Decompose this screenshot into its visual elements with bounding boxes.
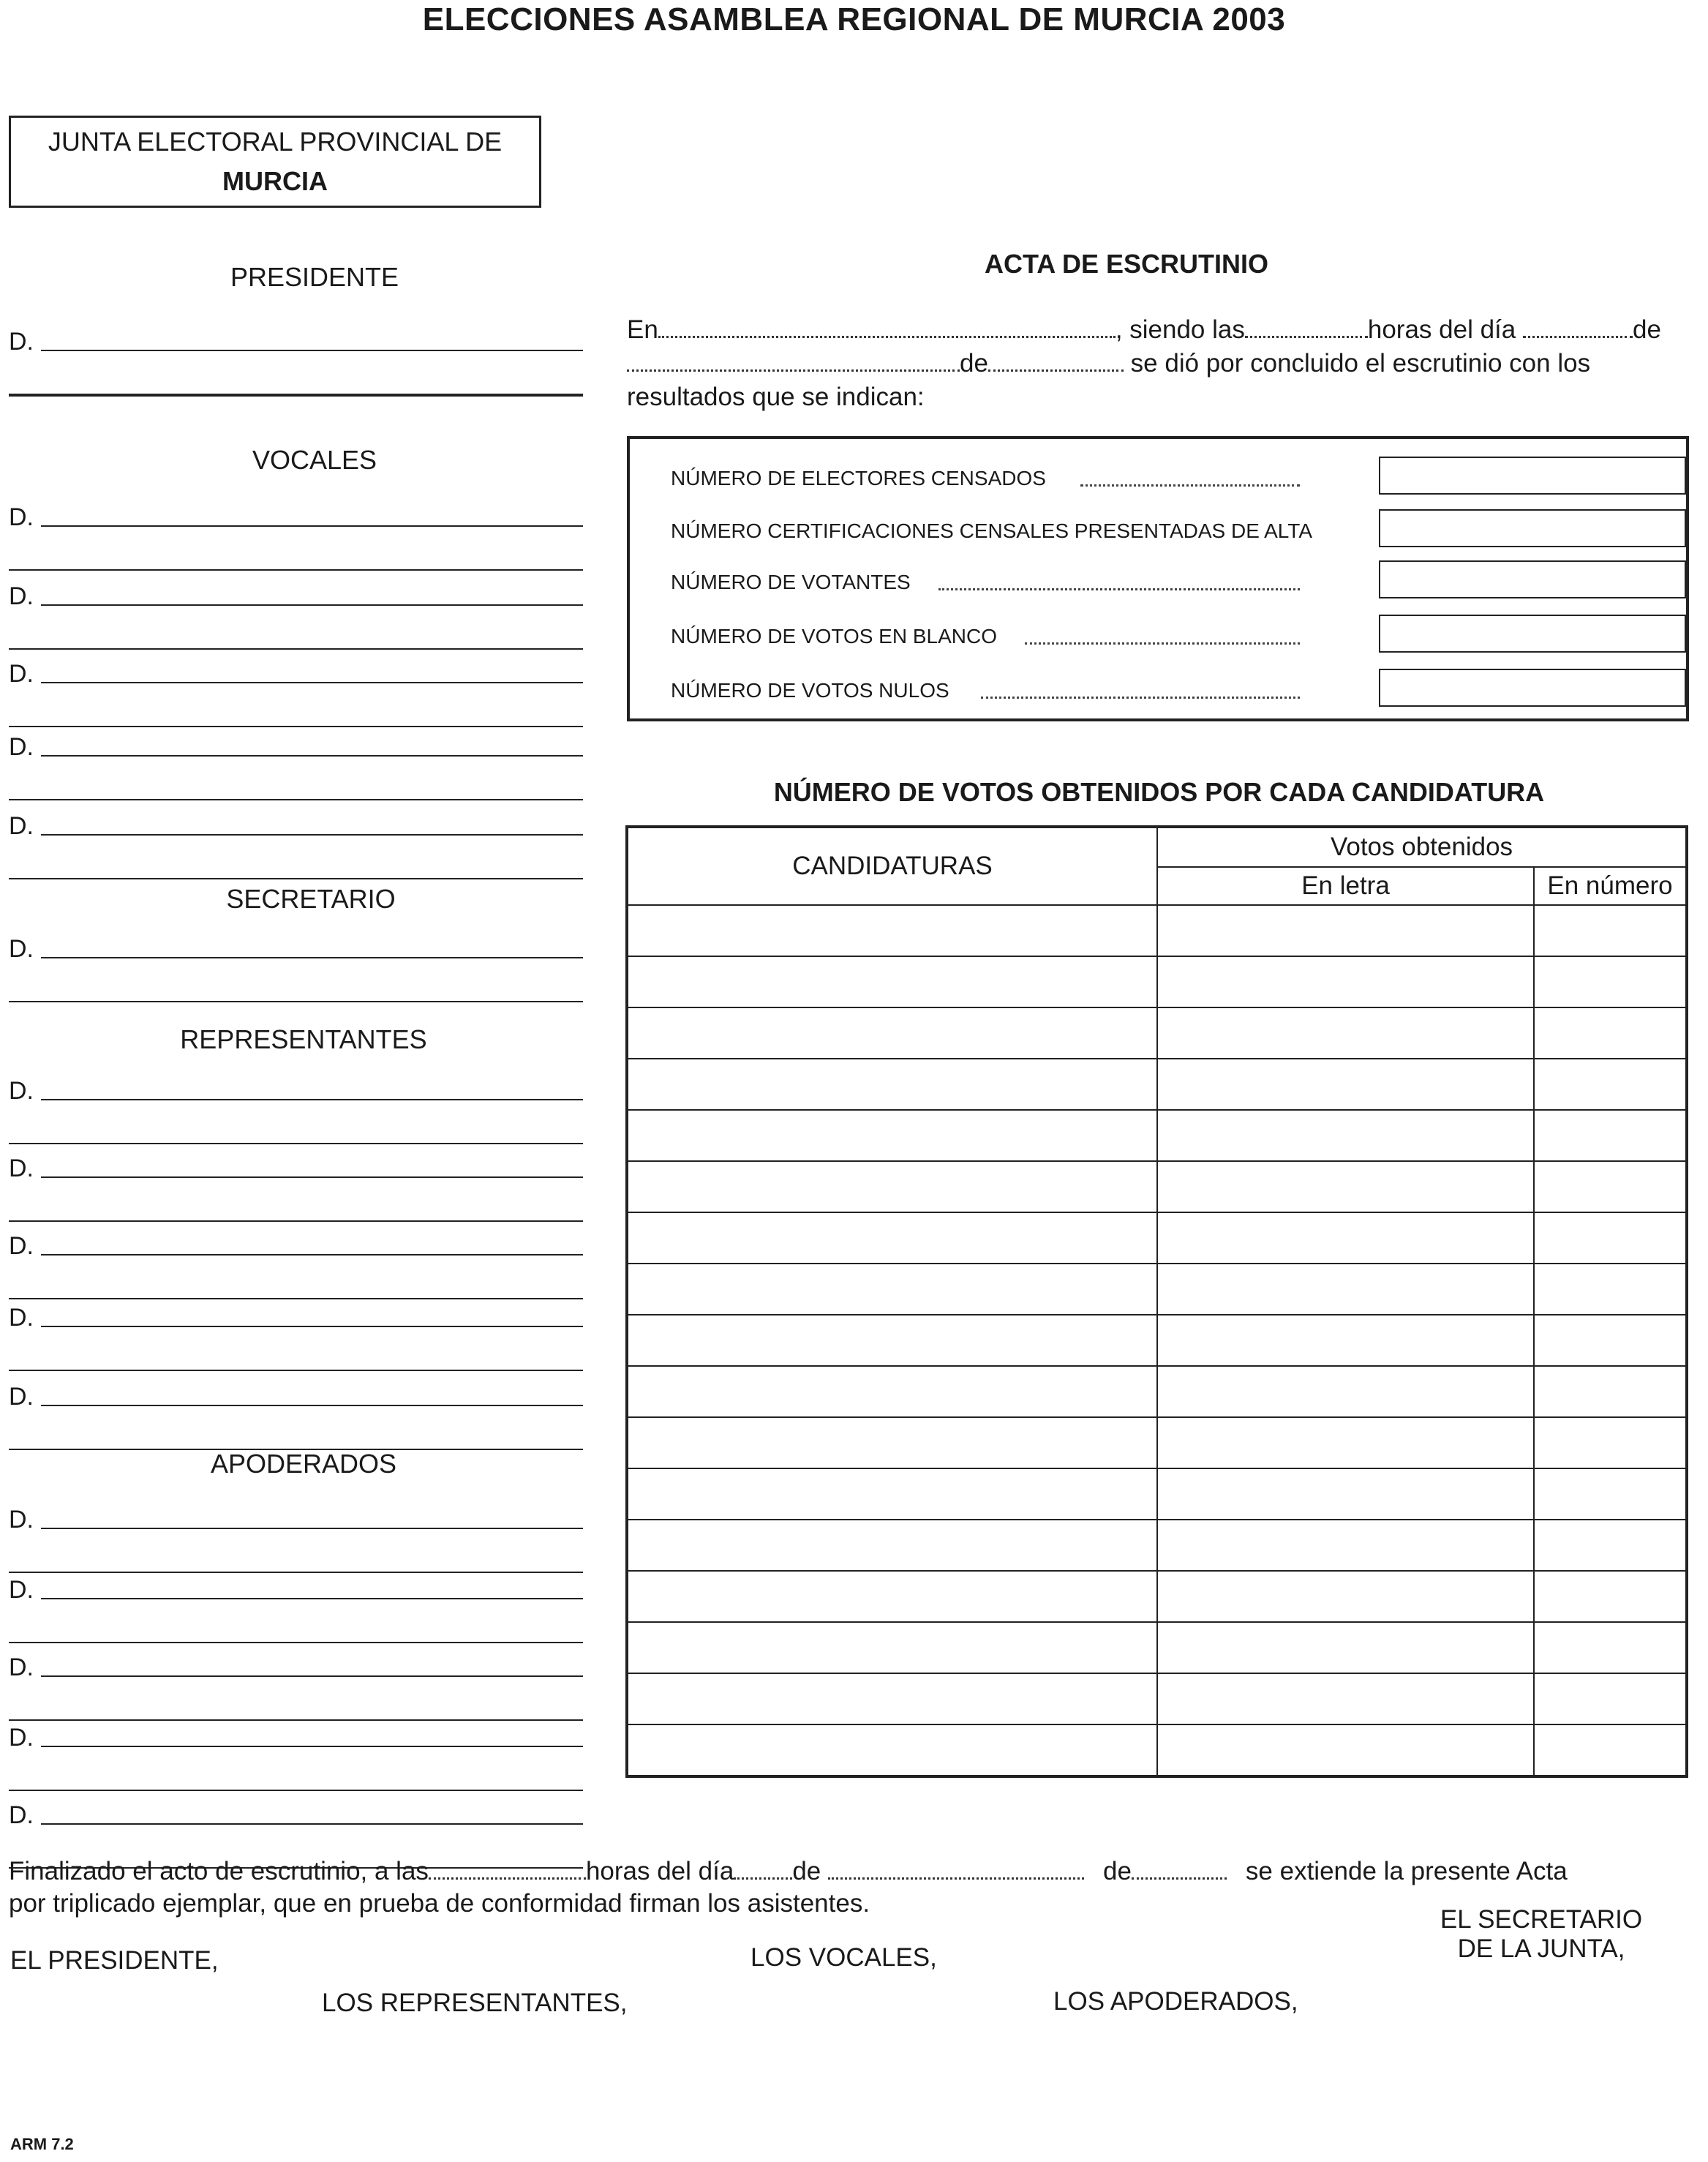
letra-cell[interactable] (1157, 1007, 1534, 1059)
signature-rule (41, 1746, 583, 1747)
result-value-field[interactable] (1379, 457, 1686, 495)
signature-underline (9, 1449, 583, 1450)
signature-line[interactable] (9, 1381, 583, 1411)
junta-box (9, 116, 541, 208)
signature-underline (9, 395, 583, 397)
acta-line-1 (627, 313, 1691, 347)
candidatura-cell[interactable] (627, 1571, 1157, 1622)
signature-prefix: D. (9, 582, 34, 610)
section-presidente: PRESIDENTE (230, 262, 399, 292)
footer-day-field[interactable] (734, 1857, 792, 1880)
signature-rule (41, 525, 583, 527)
signature-underline (9, 1572, 583, 1573)
signature-line[interactable] (9, 1153, 583, 1182)
signature-rule (41, 1326, 583, 1327)
signature-prefix: D. (9, 935, 34, 963)
signature-prefix: D. (9, 503, 34, 531)
table-row (627, 1161, 1687, 1212)
signature-line[interactable] (9, 1574, 583, 1604)
footer-f6: por triplicado ejemplar, que en prueba de conformidad firman los asistentes. (9, 1889, 870, 1918)
candidatura-cell[interactable] (627, 1161, 1157, 1212)
signature-rule (41, 1675, 583, 1677)
sign-apoderados: LOS APODERADOS, (1053, 1987, 1298, 2016)
numero-cell[interactable] (1534, 1366, 1687, 1417)
numero-cell[interactable] (1534, 1007, 1687, 1059)
junta-line-2: MURCIA (222, 166, 328, 196)
signature-rule (41, 1598, 583, 1599)
result-value-field[interactable] (1379, 669, 1686, 707)
table-row (627, 1212, 1687, 1264)
footer-f3: de (792, 1857, 821, 1885)
result-row (671, 509, 1666, 549)
numero-cell[interactable] (1534, 1212, 1687, 1264)
votos-title: NÚMERO DE VOTOS OBTENIDOS POR CADA CANDIDATURA (773, 777, 1545, 807)
table-row (627, 1264, 1687, 1315)
junta-line-1: JUNTA ELECTORAL PROVINCIAL DE (48, 127, 503, 157)
footer-f1: Finalizado el acto de escrutinio, a las (9, 1857, 429, 1885)
sign-representantes: LOS REPRESENTANTES, (322, 1989, 628, 2017)
letra-cell[interactable] (1157, 905, 1534, 956)
table-row (627, 956, 1687, 1007)
table-row (627, 905, 1687, 956)
letra-cell[interactable] (1157, 1468, 1534, 1520)
letra-cell[interactable] (1157, 1417, 1534, 1468)
signature-prefix: D. (9, 1383, 34, 1411)
candidatura-cell[interactable] (627, 1724, 1157, 1776)
signature-underline (9, 1642, 583, 1643)
candidaturas-table (625, 825, 1688, 1778)
signature-underline (9, 1719, 583, 1721)
result-value-field[interactable] (1379, 560, 1686, 598)
day-field[interactable] (1523, 315, 1633, 338)
signature-prefix: D. (9, 1654, 34, 1681)
signature-rule (41, 604, 583, 606)
signature-rule (41, 350, 583, 351)
acta-siendo: , siendo las (1115, 315, 1245, 344)
candidatura-cell[interactable] (627, 956, 1157, 1007)
table-row (627, 1724, 1687, 1776)
letra-cell[interactable] (1157, 1622, 1534, 1673)
month-field[interactable] (627, 349, 960, 372)
signature-prefix: D. (9, 1576, 34, 1604)
acta-line-2 (627, 347, 1691, 380)
result-label: NÚMERO CERTIFICACIONES CENSALES PRESENTADAS DE ALTA (671, 519, 1312, 542)
result-value-field[interactable] (1379, 615, 1686, 653)
footer-f4: de (1102, 1857, 1132, 1885)
candidatura-cell[interactable] (627, 1059, 1157, 1110)
footer-f2: horas del día (585, 1857, 734, 1885)
numero-cell[interactable] (1534, 1724, 1687, 1776)
signature-rule (41, 1099, 583, 1100)
leader-dots (1080, 484, 1300, 487)
signature-line[interactable] (9, 811, 583, 840)
candidatura-cell[interactable] (627, 1468, 1157, 1520)
col-en-numero: En número (1534, 867, 1687, 905)
numero-cell[interactable] (1534, 1520, 1687, 1571)
table-row (627, 1007, 1687, 1059)
letra-cell[interactable] (1157, 1212, 1534, 1264)
signature-prefix: D. (9, 1801, 34, 1829)
signature-prefix: D. (9, 660, 34, 688)
signature-prefix: D. (9, 1724, 34, 1752)
candidatura-cell[interactable] (627, 1110, 1157, 1161)
signature-line[interactable] (9, 1076, 583, 1105)
signature-line[interactable] (9, 502, 583, 531)
letra-cell[interactable] (1157, 1161, 1534, 1212)
signature-line[interactable] (9, 1231, 583, 1260)
sign-secretario (1435, 1905, 1647, 1964)
candidatura-cell[interactable] (627, 1264, 1157, 1315)
sign-secretario-2: DE LA JUNTA, (1457, 1934, 1625, 1963)
candidatura-cell[interactable] (627, 1212, 1157, 1264)
place-field[interactable] (658, 315, 1116, 338)
document-title: ELECCIONES ASAMBLEA REGIONAL DE MURCIA 2003 (422, 1, 1286, 37)
letra-cell[interactable] (1157, 1059, 1534, 1110)
signature-prefix: D. (9, 1304, 34, 1332)
footer-hour-field[interactable] (429, 1857, 586, 1880)
leader-dots (981, 697, 1300, 699)
letra-cell[interactable] (1157, 1110, 1534, 1161)
candidatura-cell[interactable] (627, 1673, 1157, 1724)
candidatura-cell[interactable] (627, 1417, 1157, 1468)
result-label: NÚMERO DE VOTANTES (671, 571, 911, 593)
letra-cell[interactable] (1157, 1315, 1534, 1366)
year-field[interactable] (988, 349, 1124, 372)
letra-cell[interactable] (1157, 956, 1534, 1007)
acta-de-2: de (960, 349, 988, 378)
footer-month-field[interactable] (828, 1857, 1084, 1880)
section-apoderados: APODERADOS (210, 1449, 397, 1479)
signature-underline (9, 569, 583, 571)
signature-underline (9, 1143, 583, 1144)
candidatura-cell[interactable] (627, 1366, 1157, 1417)
numero-cell[interactable] (1534, 1417, 1687, 1468)
section-secretario: SECRETARIO (226, 884, 396, 914)
acta-resultados: resultados que se indican: (627, 383, 925, 411)
signature-line[interactable] (9, 1652, 583, 1681)
table-row (627, 1468, 1687, 1520)
signature-line[interactable] (9, 732, 583, 761)
signature-prefix: D. (9, 733, 34, 761)
numero-cell[interactable] (1534, 956, 1687, 1007)
signature-underline (9, 1220, 583, 1222)
result-row (671, 615, 1666, 654)
numero-cell[interactable] (1534, 1571, 1687, 1622)
signature-prefix: D. (9, 1155, 34, 1182)
result-label: NÚMERO DE VOTOS NULOS (671, 679, 949, 702)
signature-line[interactable] (9, 934, 583, 963)
signature-line[interactable] (9, 581, 583, 610)
acta-concluido: se dió por concluido el escrutinio con los (1130, 349, 1591, 378)
hour-field[interactable] (1245, 315, 1368, 338)
acta-de-1: de (1632, 315, 1661, 344)
candidatura-cell[interactable] (627, 1520, 1157, 1571)
signature-underline (9, 1370, 583, 1371)
numero-cell[interactable] (1534, 1468, 1687, 1520)
signature-rule (41, 1528, 583, 1529)
section-representantes: REPRESENTANTES (180, 1024, 427, 1054)
signature-rule (41, 834, 583, 836)
table-row (627, 1059, 1687, 1110)
numero-cell[interactable] (1534, 1264, 1687, 1315)
signature-prefix: D. (9, 1077, 34, 1105)
signature-rule (41, 682, 583, 683)
signature-underline (9, 648, 583, 650)
signature-line[interactable] (9, 1302, 583, 1332)
numero-cell[interactable] (1534, 1315, 1687, 1366)
results-box (627, 436, 1689, 721)
letra-cell[interactable] (1157, 1571, 1534, 1622)
numero-cell[interactable] (1534, 1161, 1687, 1212)
table-row (627, 1673, 1687, 1724)
signature-line[interactable] (9, 1504, 583, 1534)
numero-cell[interactable] (1534, 1059, 1687, 1110)
signature-line[interactable] (9, 658, 583, 688)
signature-underline (9, 1790, 583, 1791)
signature-underline (9, 726, 583, 727)
section-vocales: VOCALES (252, 445, 377, 475)
letra-cell[interactable] (1157, 1724, 1534, 1776)
table-row (627, 1417, 1687, 1468)
col-votos-obtenidos: Votos obtenidos (1157, 827, 1687, 867)
result-row (671, 669, 1666, 708)
signature-underline (9, 1298, 583, 1299)
form-code: ARM 7.2 (10, 2135, 74, 2153)
signature-underline (9, 878, 583, 879)
result-value-field[interactable] (1379, 509, 1686, 547)
letra-cell[interactable] (1157, 1520, 1534, 1571)
signature-prefix: D. (9, 812, 34, 840)
signature-line[interactable] (9, 1722, 583, 1752)
col-candidaturas: CANDIDATURAS (627, 827, 1157, 905)
numero-cell[interactable] (1534, 905, 1687, 956)
numero-cell[interactable] (1534, 1110, 1687, 1161)
signature-line[interactable] (9, 1800, 583, 1829)
signature-rule (41, 957, 583, 958)
candidatura-cell[interactable] (627, 1315, 1157, 1366)
letra-cell[interactable] (1157, 1673, 1534, 1724)
candidatura-cell[interactable] (627, 1622, 1157, 1673)
footer-f5: se extiende la presente Acta (1245, 1857, 1568, 1885)
table-row (627, 1520, 1687, 1571)
footer-line-1 (9, 1855, 1691, 1888)
signature-rule (41, 1405, 583, 1406)
signature-rule (41, 1176, 583, 1178)
sign-presidente: EL PRESIDENTE, (10, 1946, 219, 1975)
candidatura-cell[interactable] (627, 1007, 1157, 1059)
signature-rule (41, 1823, 583, 1825)
sign-vocales: LOS VOCALES, (750, 1943, 937, 1972)
numero-cell[interactable] (1534, 1673, 1687, 1724)
table-row (627, 1315, 1687, 1366)
letra-cell[interactable] (1157, 1366, 1534, 1417)
leader-dots (938, 588, 1300, 590)
table-row (627, 1366, 1687, 1417)
signature-line[interactable] (9, 326, 583, 356)
leader-dots (1025, 642, 1300, 645)
signature-prefix: D. (9, 328, 34, 356)
acta-paragraph (627, 313, 1691, 414)
result-label: NÚMERO DE ELECTORES CENSADOS (671, 467, 1046, 489)
sign-secretario-1: EL SECRETARIO (1440, 1905, 1643, 1934)
candidatura-cell[interactable] (627, 905, 1157, 956)
acta-en: En (627, 315, 658, 344)
signature-underline (9, 1001, 583, 1002)
letra-cell[interactable] (1157, 1264, 1534, 1315)
result-row (671, 457, 1666, 496)
numero-cell[interactable] (1534, 1622, 1687, 1673)
acta-horas: horas del día (1367, 315, 1516, 344)
col-en-letra: En letra (1157, 867, 1534, 905)
result-label: NÚMERO DE VOTOS EN BLANCO (671, 625, 998, 648)
signature-underline (9, 799, 583, 800)
signature-rule (41, 755, 583, 757)
table-row (627, 1571, 1687, 1622)
signature-prefix: D. (9, 1232, 34, 1260)
table-row (627, 1110, 1687, 1161)
signature-prefix: D. (9, 1506, 34, 1534)
acta-title: ACTA DE ESCRUTINIO (984, 249, 1268, 279)
footer-year-field[interactable] (1132, 1857, 1227, 1880)
table-row (627, 1622, 1687, 1673)
result-row (671, 560, 1666, 600)
signature-rule (41, 1254, 583, 1255)
